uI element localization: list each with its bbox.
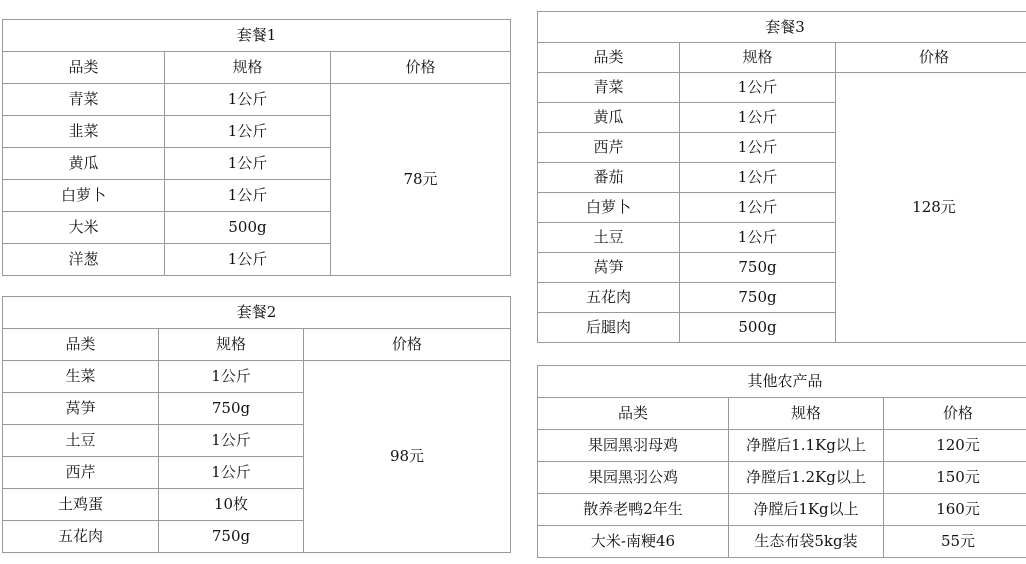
item-name: 土鸡蛋 bbox=[3, 489, 159, 521]
item-name: 白萝卜 bbox=[538, 193, 680, 223]
item-name: 韭菜 bbox=[3, 116, 165, 148]
item-name: 黄瓜 bbox=[538, 103, 680, 133]
item-spec: 1公斤 bbox=[159, 425, 304, 457]
header-spec: 规格 bbox=[159, 329, 304, 361]
other-products-title: 其他农产品 bbox=[538, 366, 1026, 398]
item-name: 莴笋 bbox=[538, 253, 680, 283]
package2-table bbox=[2, 296, 511, 553]
item-spec: 750g bbox=[680, 253, 836, 283]
item-spec: 750g bbox=[159, 393, 304, 425]
header-spec: 规格 bbox=[165, 52, 331, 84]
item-name: 土豆 bbox=[538, 223, 680, 253]
item-name: 番茄 bbox=[538, 163, 680, 193]
item-price: 160元 bbox=[884, 494, 1026, 526]
item-price: 150元 bbox=[884, 462, 1026, 494]
package1-title: 套餐1 bbox=[3, 20, 511, 52]
header-spec: 规格 bbox=[680, 43, 836, 73]
item-spec: 1公斤 bbox=[165, 116, 331, 148]
item-name: 莴笋 bbox=[3, 393, 159, 425]
item-price: 55元 bbox=[884, 526, 1026, 558]
item-spec: 1公斤 bbox=[680, 103, 836, 133]
item-spec: 净膛后1.1Kg以上 bbox=[729, 430, 884, 462]
item-name: 果园黑羽母鸡 bbox=[538, 430, 729, 462]
item-name: 大米-南粳46 bbox=[538, 526, 729, 558]
item-spec: 1公斤 bbox=[159, 361, 304, 393]
item-spec: 1公斤 bbox=[680, 223, 836, 253]
item-spec: 1公斤 bbox=[159, 457, 304, 489]
header-price: 价格 bbox=[331, 52, 511, 84]
package2-price: 98元 bbox=[304, 361, 511, 553]
item-spec: 1公斤 bbox=[165, 148, 331, 180]
item-name: 五花肉 bbox=[3, 521, 159, 553]
header-category: 品类 bbox=[3, 52, 165, 84]
item-spec: 净膛后1.2Kg以上 bbox=[729, 462, 884, 494]
package3-price: 128元 bbox=[836, 73, 1026, 343]
item-name: 西芹 bbox=[538, 133, 680, 163]
item-name: 青菜 bbox=[538, 73, 680, 103]
item-price: 120元 bbox=[884, 430, 1026, 462]
item-spec: 1公斤 bbox=[165, 244, 331, 276]
item-spec: 1公斤 bbox=[165, 84, 331, 116]
item-spec: 750g bbox=[680, 283, 836, 313]
item-name: 西芹 bbox=[3, 457, 159, 489]
header-price: 价格 bbox=[836, 43, 1026, 73]
package3-title: 套餐3 bbox=[538, 12, 1026, 43]
item-spec: 1公斤 bbox=[680, 73, 836, 103]
item-spec: 净膛后1Kg以上 bbox=[729, 494, 884, 526]
item-spec: 1公斤 bbox=[680, 193, 836, 223]
item-spec: 750g bbox=[159, 521, 304, 553]
package1-table bbox=[2, 19, 511, 276]
item-name: 洋葱 bbox=[3, 244, 165, 276]
header-spec: 规格 bbox=[729, 398, 884, 430]
package3-table bbox=[537, 11, 1026, 343]
item-spec: 10枚 bbox=[159, 489, 304, 521]
item-name: 土豆 bbox=[3, 425, 159, 457]
item-name: 生菜 bbox=[3, 361, 159, 393]
item-name: 青菜 bbox=[3, 84, 165, 116]
header-category: 品类 bbox=[3, 329, 159, 361]
item-spec: 生态布袋5kg装 bbox=[729, 526, 884, 558]
item-spec: 500g bbox=[680, 313, 836, 343]
item-name: 后腿肉 bbox=[538, 313, 680, 343]
item-spec: 1公斤 bbox=[680, 163, 836, 193]
item-name: 五花肉 bbox=[538, 283, 680, 313]
item-name: 白萝卜 bbox=[3, 180, 165, 212]
item-spec: 1公斤 bbox=[165, 180, 331, 212]
item-name: 散养老鸭2年生 bbox=[538, 494, 729, 526]
item-name: 黄瓜 bbox=[3, 148, 165, 180]
header-category: 品类 bbox=[538, 398, 729, 430]
header-price: 价格 bbox=[304, 329, 511, 361]
item-name: 大米 bbox=[3, 212, 165, 244]
package2-title: 套餐2 bbox=[3, 297, 511, 329]
item-name: 果园黑羽公鸡 bbox=[538, 462, 729, 494]
item-spec: 1公斤 bbox=[680, 133, 836, 163]
header-category: 品类 bbox=[538, 43, 680, 73]
package1-price: 78元 bbox=[331, 84, 511, 276]
item-spec: 500g bbox=[165, 212, 331, 244]
header-price: 价格 bbox=[884, 398, 1026, 430]
other-products-table bbox=[537, 365, 1026, 558]
